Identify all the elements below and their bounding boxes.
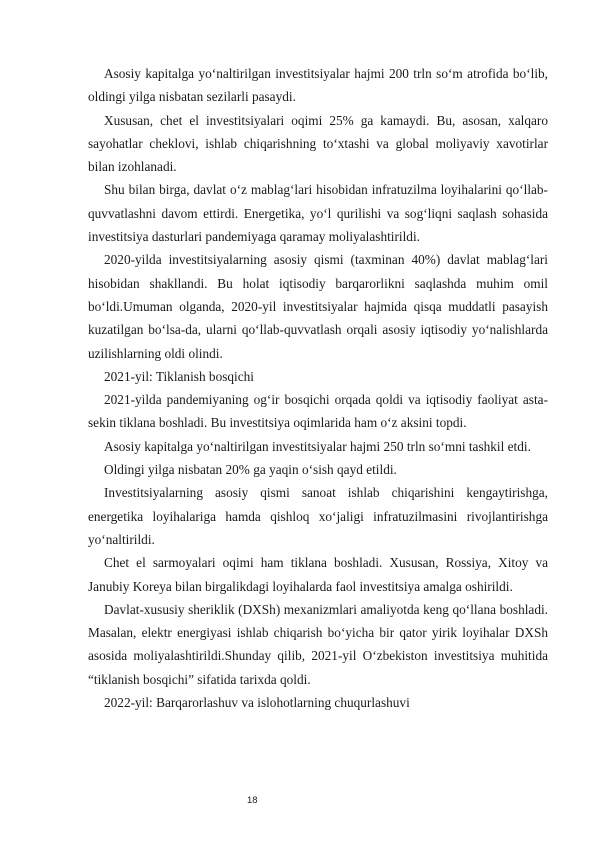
paragraph: Asosiy kapitalga yo‘naltirilgan investitsiyalar hajmi 200 trln so‘m atrofida bo‘lib, oldingi yilga nisbatan sezilarli pasaydi. (88, 66, 548, 105)
section-heading: 2021-yil: Tiklanish bosqichi (104, 368, 254, 384)
paragraph: Xususan, chet el investitsiyalari oqimi 25% ga kamaydi. Bu, asosan, xalqaro sayohatlar cheklovi, ishlab chiqarishning to‘xtashi va global moliyaviy xavotirlar bilan izohlanadi. (88, 112, 548, 175)
paragraph: Chet el sarmoyalari oqimi ham tiklana boshladi. Xususan, Rossiya, Xitoy va Janubiy Koreya bilan birgalikdagi loyihalarda faol investitsiya amalga oshirildi. (88, 555, 548, 594)
paragraph: Asosiy kapitalga yo‘naltirilgan investitsiyalar hajmi 250 trln so‘mni tashkil etdi. (104, 438, 531, 454)
paragraph: Investitsiyalarning asosiy qismi sanoat ishlab chiqarishini kengaytirishga, energetika loyihalariga hamda qishloq xo‘jaligi infratuzilmasini rivojlantirishga yo‘naltirildi. (88, 485, 548, 547)
paragraph: 2020-yilda investitsiyalarning asosiy qismi (taxminan 40%) davlat mablag‘lari hisobidan shakllandi. Bu holat iqtisodiy barqarorlikni saqlashda muhim omil bo‘ldi.Umuman olganda, 2020-yil investitsiyalar hajmida qisqa muddatli pasayish kuzatilgan bo‘lsa-da, ularni qo‘llab-quvvatlash orqali asosiy iqtisodiy yo‘nalishlarda uzilishlarning oldi olindi. (88, 252, 548, 361)
paragraph: 2021-yilda pandemiyaning og‘ir bosqichi orqada qoldi va iqtisodiy faoliyat asta-sekin tiklana boshladi. Bu investitsiya oqimlarida ham o‘z aksini topdi. (88, 392, 548, 431)
paragraph: Shu bilan birga, davlat o‘z mablag‘lari hisobidan infratuzilma loyihalarini qo‘llab-quvvatlashni davom ettirdi. Energetika, yo‘l qurilishi va sog‘liqni saqlash sohasida investitsiya dasturlari pandemiyaga qaramay moliyalashtirildi. (88, 182, 548, 245)
paragraph: Davlat-xususiy sheriklik (DXSh) mexanizmlari amaliyotda keng qo‘llana boshladi. Masalan, elektr energiyasi ishlab chiqarish bo‘yicha bir qator yirik loyihalar DXSh asosida moliyalashtirildi.Shunday qilib, 2021-yil O‘zbekiston investitsiya muhitida “tiklanish bosqichi” sifatida tarixda qoldi. (88, 601, 548, 687)
page-number: 18 (247, 795, 258, 806)
document-body (88, 62, 548, 714)
paragraph: Oldingi yilga nisbatan 20% ga yaqin o‘sish qayd etildi. (104, 462, 397, 478)
section-heading: 2022-yil: Barqarorlashuv va islohotlarning chuqurlashuvi (104, 695, 410, 711)
